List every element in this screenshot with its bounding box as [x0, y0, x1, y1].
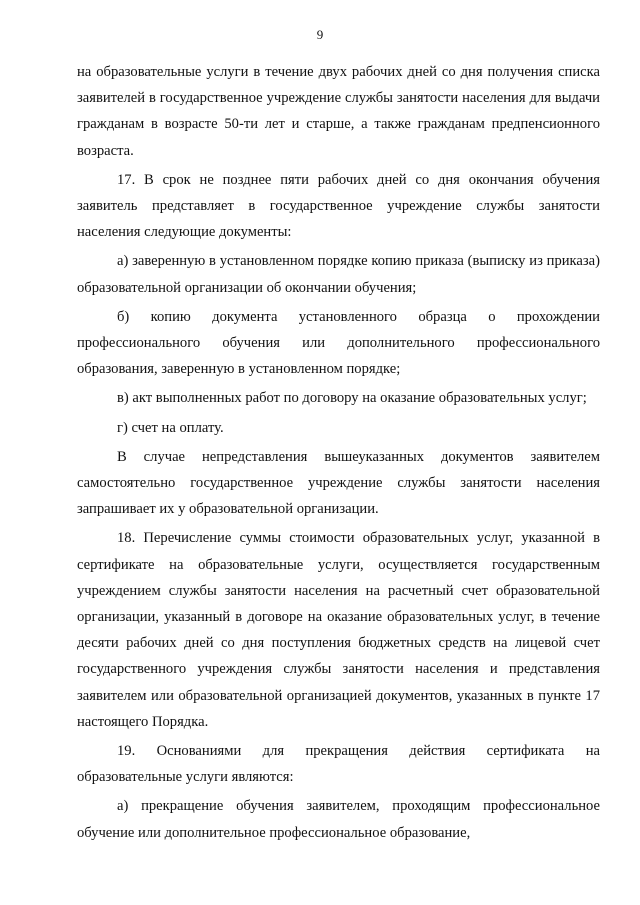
paragraph-clause-19-item-a: а) прекращение обучения заявителем, проходящим профессиональное обучение или дополнительное профессиональное образование, — [77, 798, 600, 841]
paragraph-non-submission: В случае непредставления вышеуказанных документов заявителем самостоятельно государственное учреждение службы занятости населения запрашивает их у образовательной организации. — [77, 448, 600, 518]
paragraph-item-a: а) заверенную в установленном порядке копию приказа (выписку из приказа) образовательной организации об окончании обучения; — [77, 253, 600, 296]
paragraph-item-v: в) акт выполненных работ по договору на оказание образовательных услуг; — [117, 390, 587, 407]
paragraph-clause-18: 18. Перечисление суммы стоимости образовательных услуг, указанной в сертификате на образовательные услуги, осуществляется государственным учреждением службы занятости населения на расчетный счет образовательной организации, указанный в договоре на оказание образовательных услуг, в течение десяти рабочих дней со дня поступления бюджетных средств на лицевой счет государственного учреждения службы занятости населения и представления заявителем или образовательной организацией документов, указанных в пункте 17 настоящего Порядка. — [77, 530, 600, 730]
page-number: 9 — [316, 27, 324, 42]
paragraph-item-g: г) счет на оплату. — [117, 419, 224, 436]
paragraph-continuation: на образовательные услуги в течение двух рабочих дней со дня получения списка заявителей в государственное учреждение службы занятости населения для выдачи гражданам в возрасте 50-ти лет и старше, а также гражданам предпенсионного возраста. — [77, 64, 600, 159]
document-body — [77, 59, 600, 846]
paragraph-item-b: б) копию документа установленного образца о прохождении профессионального обучения или дополнительного профессионального образования, заверенную в установленном порядке; — [77, 308, 600, 378]
paragraph-clause-19: 19. Основаниями для прекращения действия сертификата на образовательные услуги являются: — [77, 743, 600, 786]
paragraph-clause-17: 17. В срок не позднее пяти рабочих дней со дня окончания обучения заявитель представляет в государственное учреждение службы занятости населения следующие документы: — [77, 171, 600, 241]
